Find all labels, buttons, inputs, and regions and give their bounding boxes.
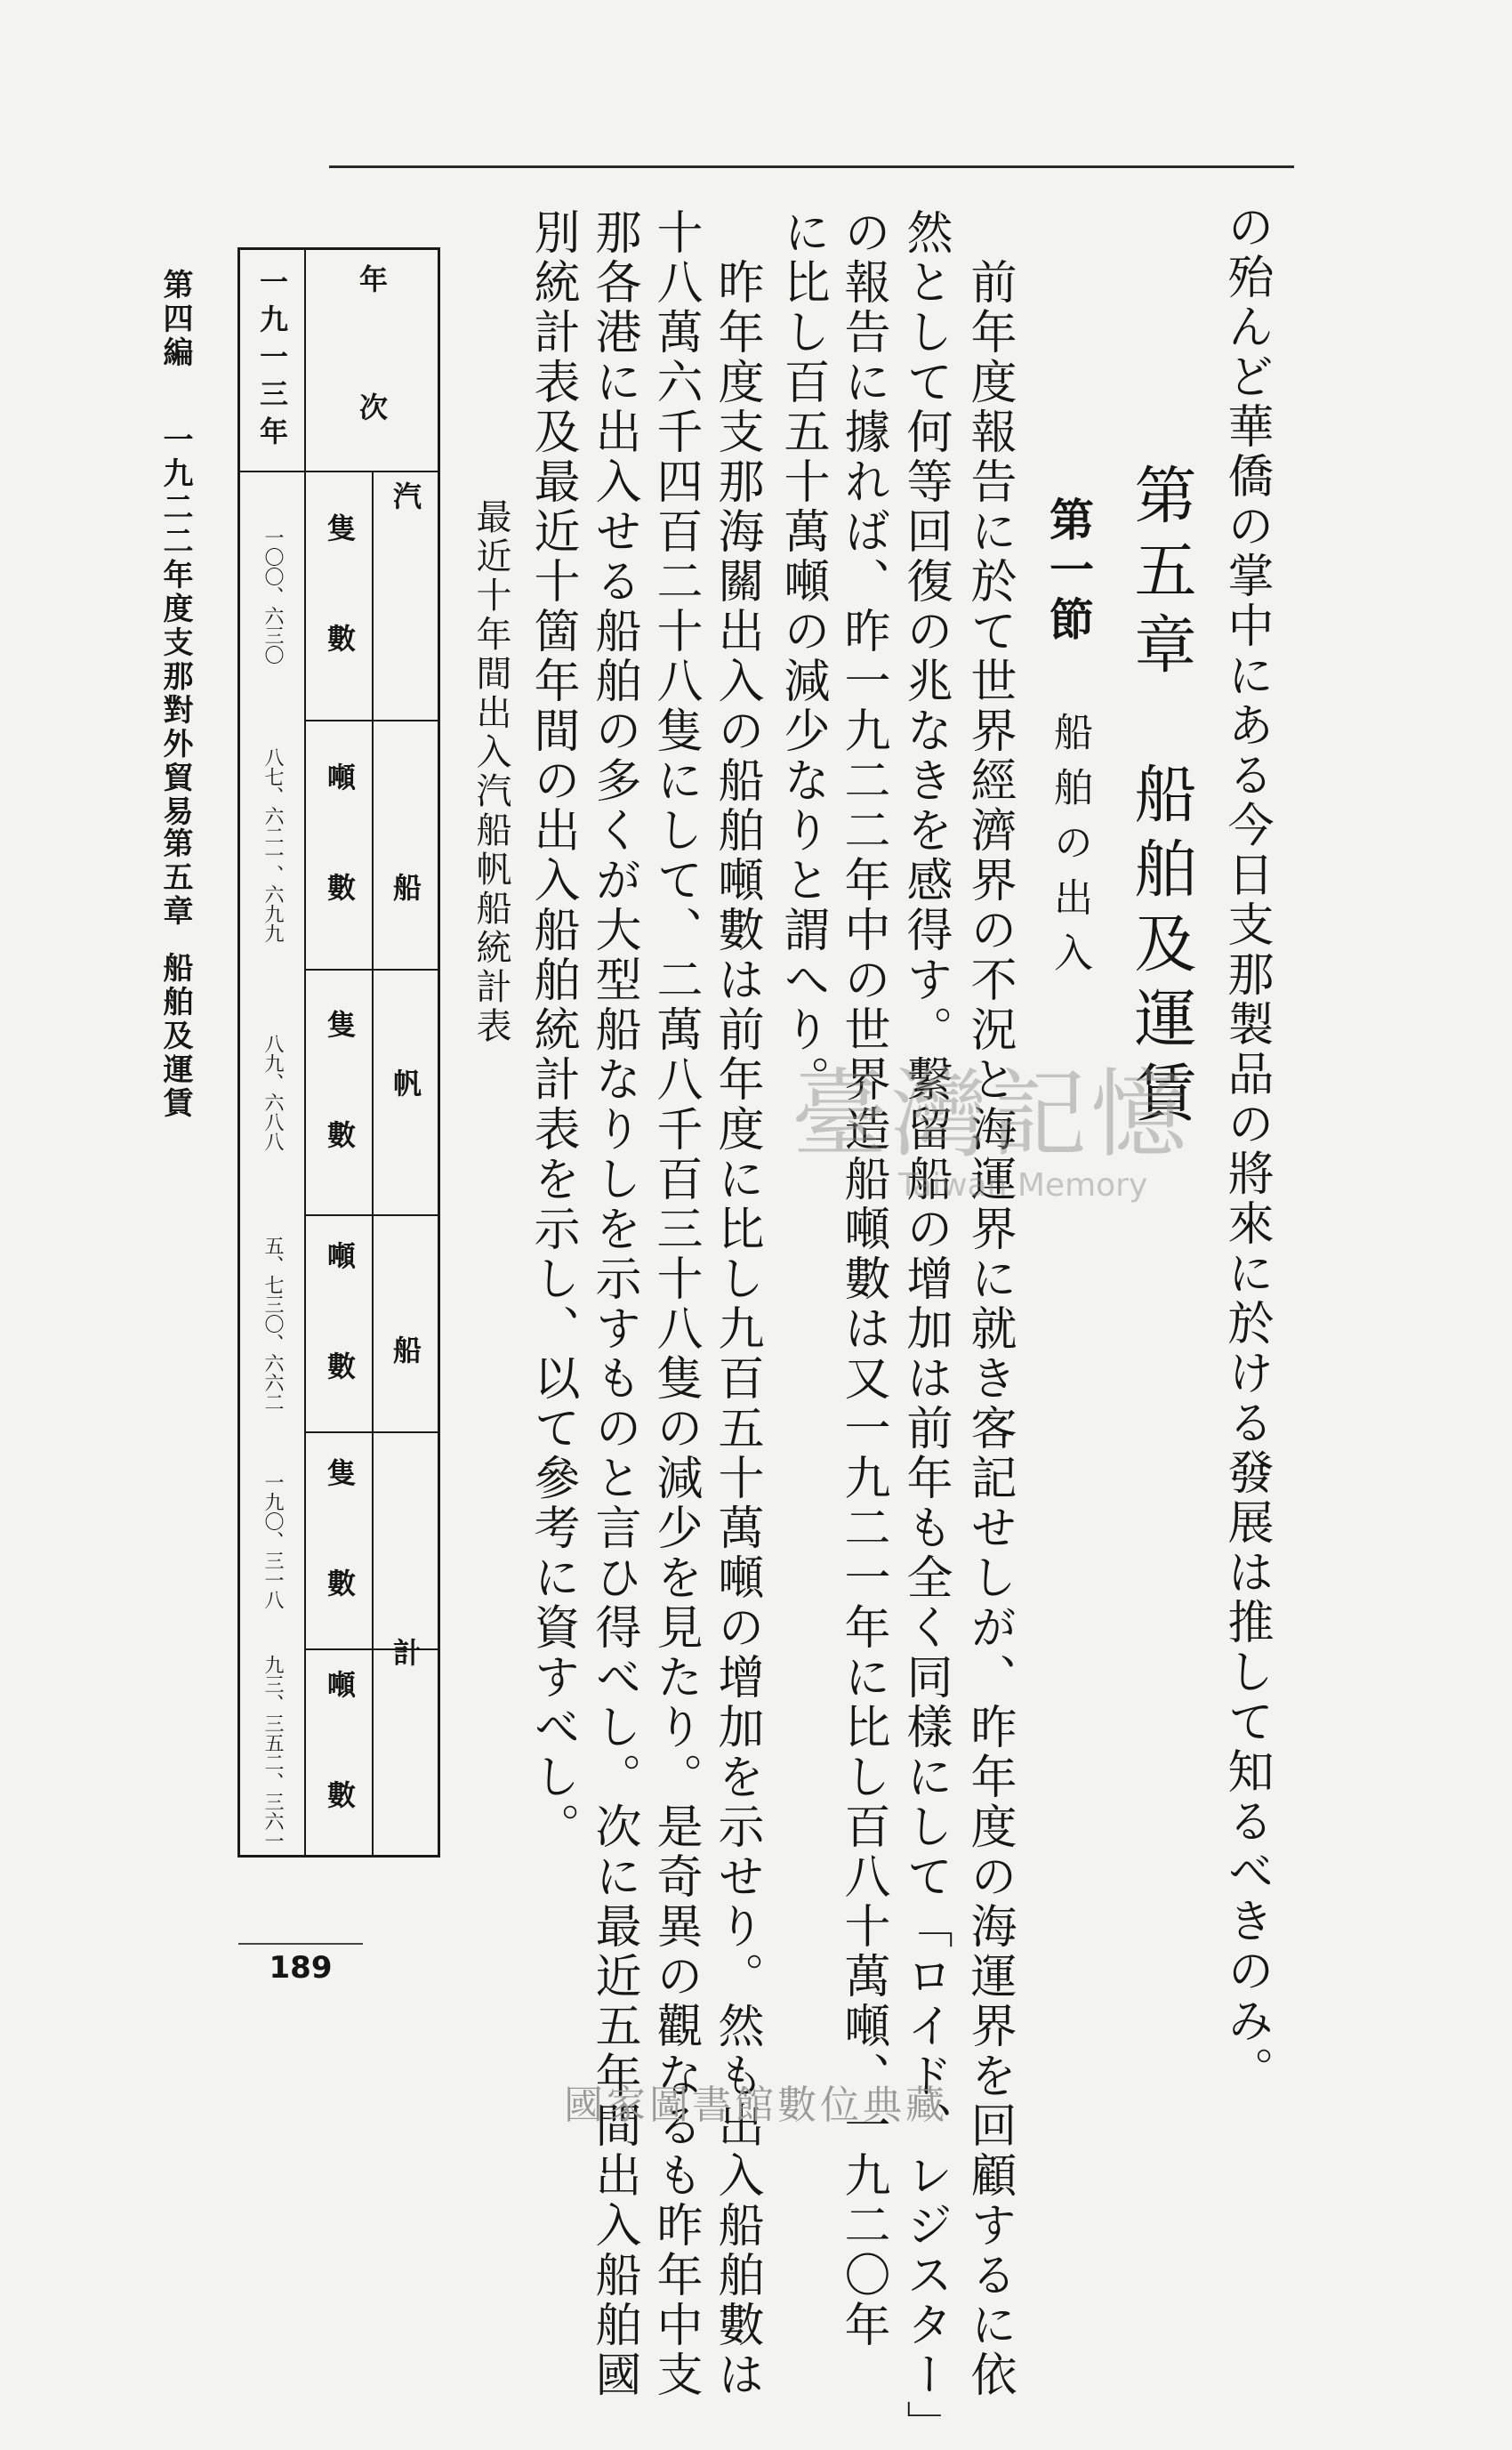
- continuation-line: の殆んど華僑の掌中にある今日支那製品の將來に於ける發展は推して知るべきのみ。: [1219, 203, 1273, 2096]
- paragraph-1-line-2: 然として何等回復の兆なきを感得す。繫留船の增加は前年も全く同樣にして「ロイド、レジスター」: [898, 208, 952, 2450]
- footer-credit: 國家圖書館數位典藏: [564, 2083, 948, 2128]
- group-header-steam: 汽: [389, 481, 422, 512]
- running-head-chapter: 第五章: [157, 827, 193, 929]
- group-header-ship-2: 船: [389, 1335, 422, 1366]
- cell-steam-tonnage: 八七、六二一、六九九: [261, 747, 284, 943]
- section-title: 船舶の出入: [1047, 712, 1092, 987]
- cell-total-count: 一九〇、三一八: [261, 1472, 284, 1609]
- watermark-main-text: 臺灣記憶: [792, 1060, 1191, 1171]
- cell-sail-tonnage: 五、七三〇、六六二: [261, 1236, 284, 1412]
- cell-sail-count: 八九、六八八: [261, 1034, 284, 1151]
- running-head-part: 第四編: [157, 269, 193, 370]
- row-year: 一九一三年: [255, 267, 289, 454]
- paragraph-1-line-3: の報告に據れば、昨一九二二年中の世界造船噸數は又一九二一年に比し百八十萬噸、一九二〇年: [836, 208, 889, 2350]
- paragraph-2-line-4: 別統計表及最近十箇年間の出入船舶統計表を示し、以て參考に資すべし。: [526, 208, 579, 1852]
- cell-steam-count: 一〇〇、六三〇: [261, 528, 284, 665]
- sub-header-steam-tonnage: 噸 數: [323, 762, 357, 928]
- running-head-chapter-title: 船舶及運賃: [157, 952, 193, 1121]
- running-head-title: 一九二二年度支那對外貿易: [157, 423, 193, 829]
- group-header-sail: 帆: [389, 1068, 422, 1099]
- page-number: 189: [269, 1950, 333, 1986]
- top-rule: [329, 165, 1294, 168]
- page-number-rule: [238, 1943, 363, 1945]
- group-header-ship-1: 船: [389, 873, 422, 903]
- sub-header-total-count: 隻 數: [323, 1458, 357, 1624]
- taiwan-memory-watermark: [792, 1060, 1218, 1210]
- cell-total-tonnage: 九三、三五二、三六一: [261, 1655, 284, 1850]
- sub-header-sail-tonnage: 噸 數: [323, 1241, 357, 1406]
- year-header: 年 次: [355, 264, 389, 456]
- paragraph-2-line-1: 昨年度支那海關出入の船舶噸數は前年度に比し九百五十萬噸の增加を示せり。然も出入船舶數は: [710, 258, 763, 2400]
- sub-header-total-tonnage: 噸 數: [323, 1670, 357, 1835]
- sub-header-sail-count: 隻 數: [323, 1010, 357, 1175]
- paragraph-1-line-1: 前年度報告に於て世界經濟界の不況と海運界に就き客記せしが、昨年度の海運界を回顧するに依: [962, 258, 1016, 2400]
- paragraph-2-line-2: 十八萬六千四百二十八隻にして、二萬八千百三十八隻の減少を見たり。是奇異の觀なるも昨年中支: [648, 208, 702, 2400]
- group-header-total: 計: [389, 1638, 422, 1668]
- watermark-sub-text: Taiwan Memory: [898, 1167, 1148, 1204]
- shipping-statistics-table: [237, 247, 440, 1858]
- sub-header-steam-count: 隻 數: [323, 513, 357, 679]
- paragraph-1-line-4: に比し百五十萬噸の減少なりと謂へり。: [776, 208, 829, 1105]
- paragraph-2-line-3: 那各港に出入せる船舶の多くが大型船なりしを示すものと言ひ得べし。次に最近五年間出入船舶國: [587, 208, 640, 2400]
- chapter-heading: 第五章 船舶及運賃: [1124, 463, 1197, 1135]
- section-label: 第一節: [1042, 496, 1095, 646]
- table-caption: 最近十年間出入汽船帆船統計表: [470, 498, 511, 1046]
